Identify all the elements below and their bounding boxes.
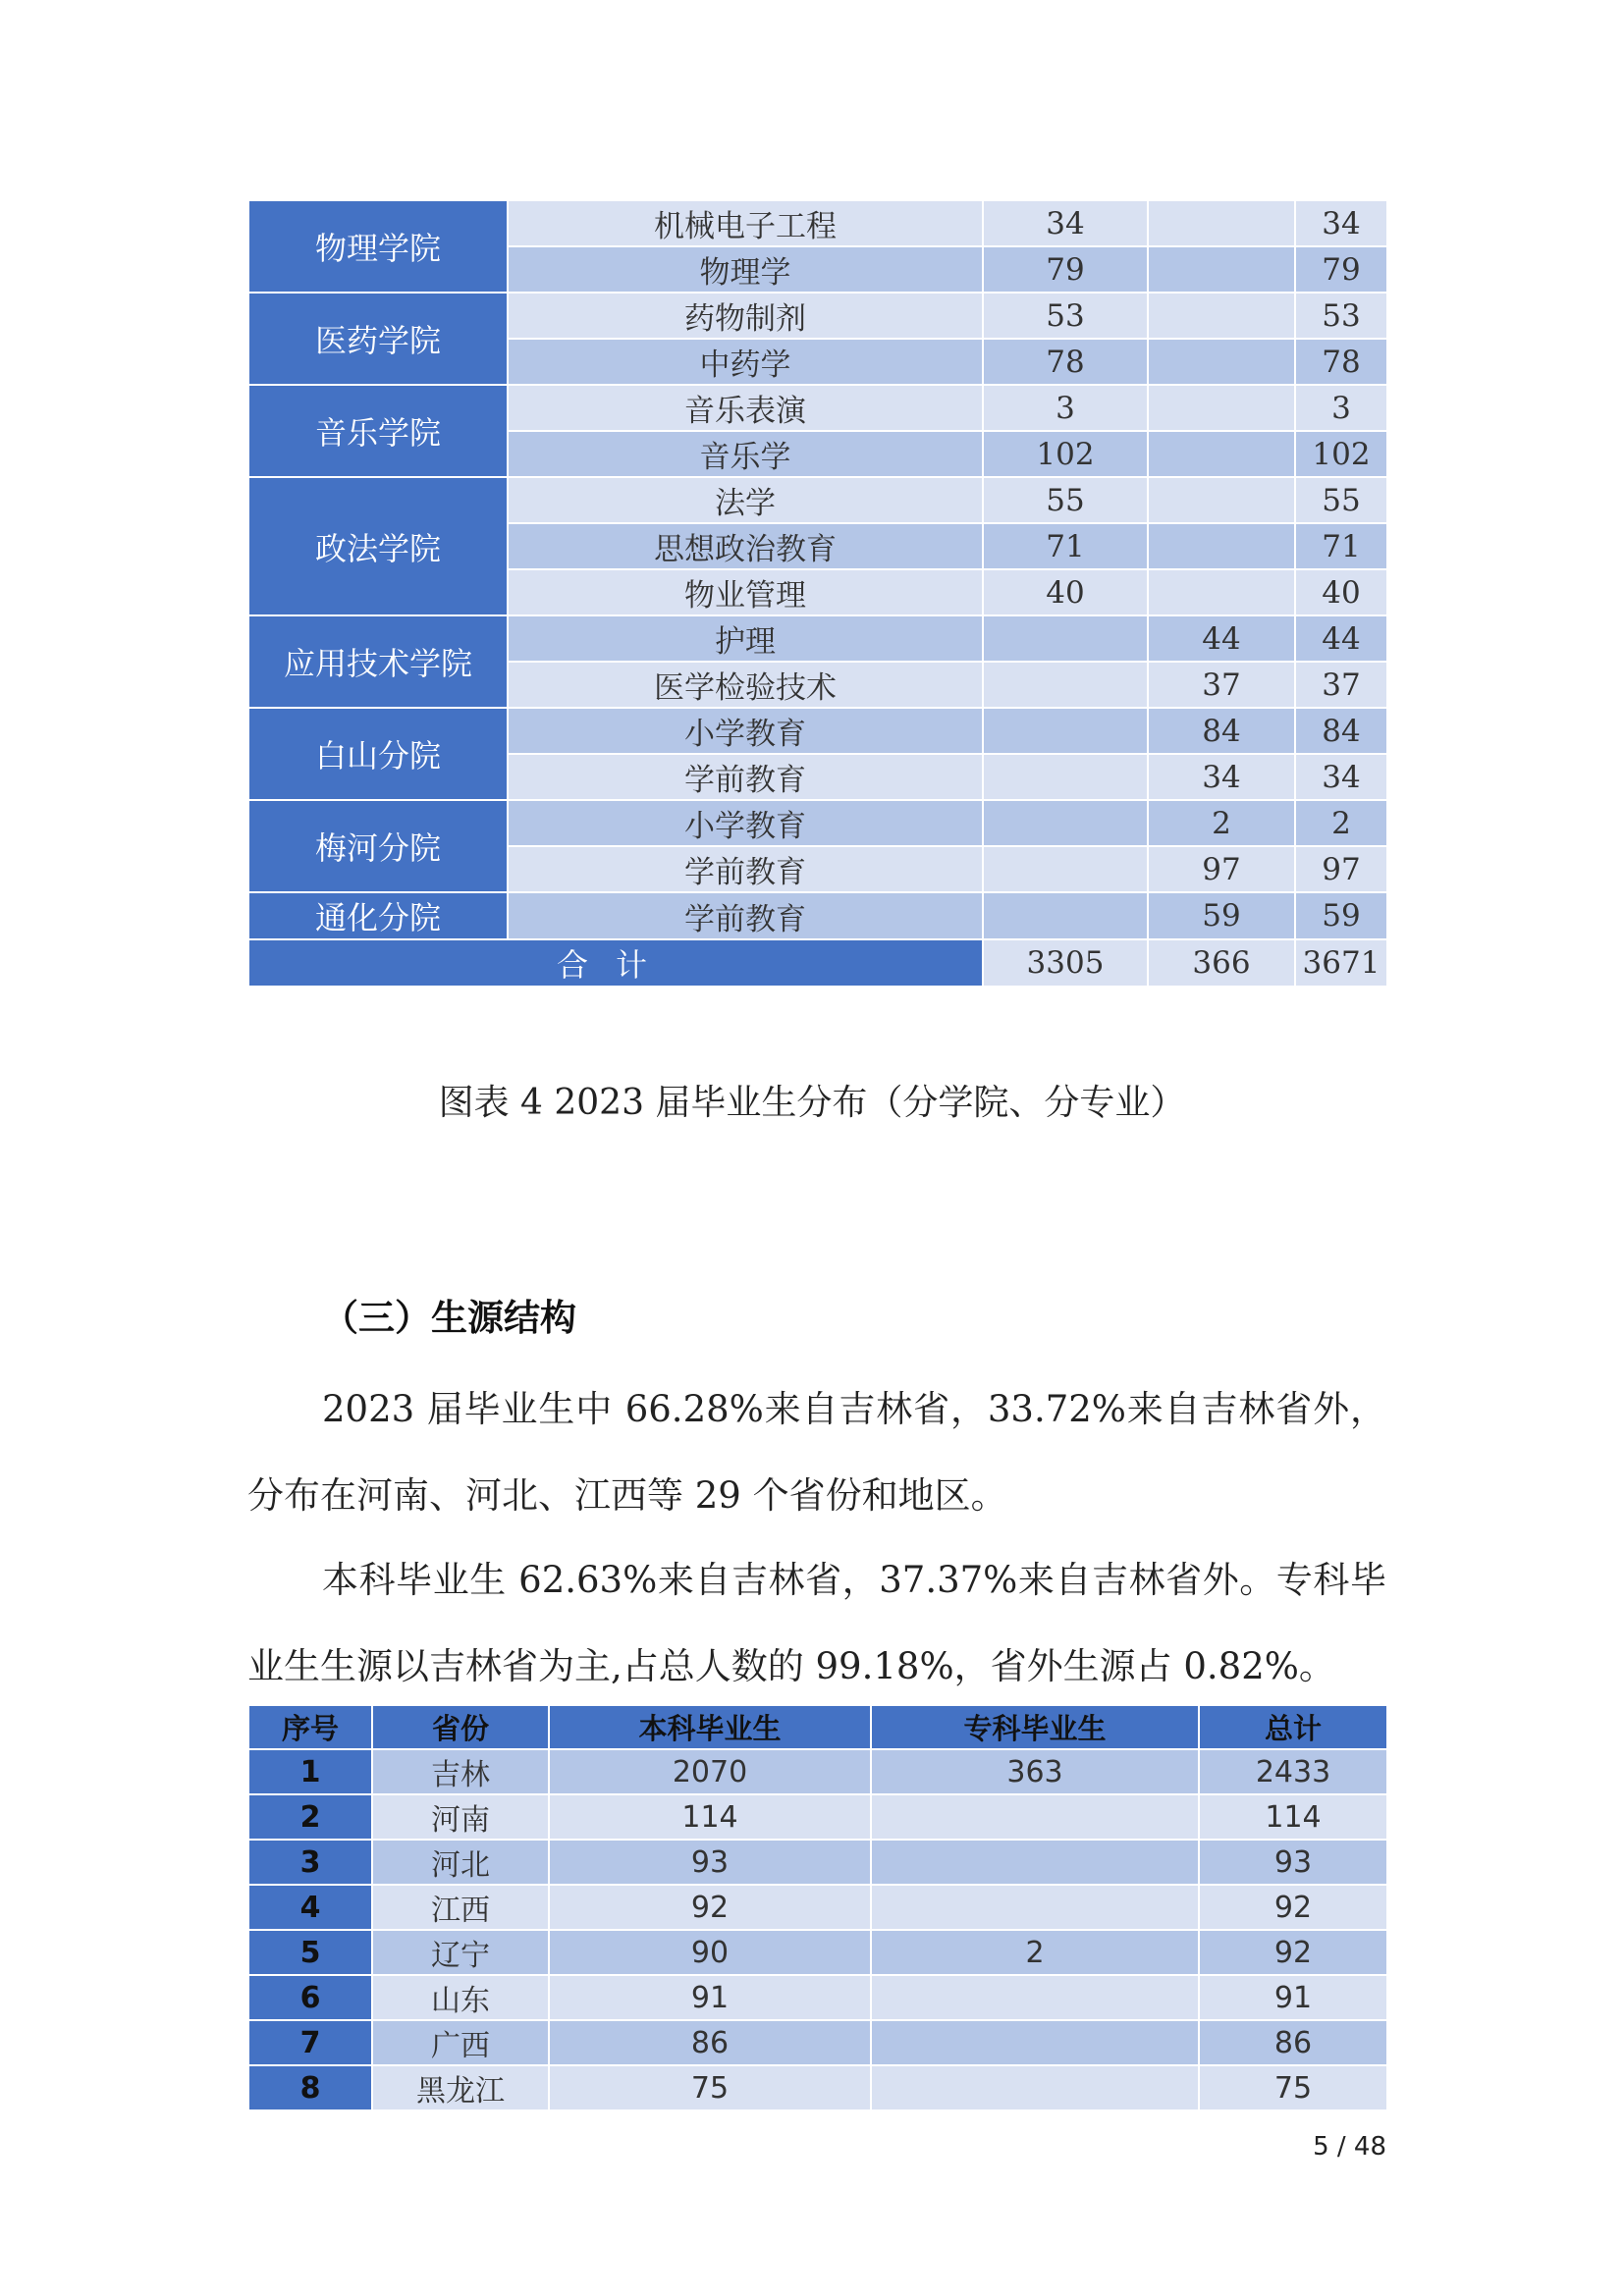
province-cell: 辽宁 <box>372 1930 549 1975</box>
header-index: 序号 <box>248 1705 372 1749</box>
major-cell: 物业管理 <box>508 569 983 615</box>
table-row <box>248 615 1387 662</box>
junior-cell <box>871 2020 1199 2065</box>
total-cell: 71 <box>1295 523 1387 569</box>
paragraph-text: 2023 届毕业生中 66.28%来自吉林省，33.72%来自吉林省外，分布在河南、河北、江西等 29 个省份和地区。 <box>247 1388 1386 1517</box>
table-row <box>248 2065 1387 2110</box>
undergrad-cell: 53 <box>983 293 1148 339</box>
college-cell: 政法学院 <box>248 477 508 615</box>
table-row <box>248 477 1387 523</box>
graduates-by-major-table <box>247 199 1388 988</box>
undergrad-cell: 40 <box>983 569 1148 615</box>
total-cell: 92 <box>1199 1885 1387 1930</box>
college-cell: 应用技术学院 <box>248 615 508 708</box>
table-row <box>248 1840 1387 1885</box>
undergrad-cell <box>983 615 1148 662</box>
total-cell: 93 <box>1199 1840 1387 1885</box>
total-cell: 91 <box>1199 1975 1387 2020</box>
total-cell: 79 <box>1295 246 1387 293</box>
table-row <box>248 1885 1387 1930</box>
major-cell: 医学检验技术 <box>508 662 983 708</box>
province-cell: 河南 <box>372 1794 549 1840</box>
junior-cell: 2 <box>871 1930 1199 1975</box>
junior-cell: 34 <box>1148 754 1295 800</box>
undergrad-cell: 86 <box>549 2020 871 2065</box>
total-cell: 84 <box>1295 708 1387 754</box>
junior-cell <box>1148 523 1295 569</box>
total-cell: 97 <box>1295 846 1387 892</box>
junior-cell <box>1148 339 1295 385</box>
total-sum: 3671 <box>1295 939 1387 987</box>
undergrad-cell: 90 <box>549 1930 871 1975</box>
junior-cell <box>871 1840 1199 1885</box>
junior-cell: 363 <box>871 1749 1199 1794</box>
major-cell: 小学教育 <box>508 708 983 754</box>
total-cell: 114 <box>1199 1794 1387 1840</box>
total-cell: 2433 <box>1199 1749 1387 1794</box>
total-cell: 34 <box>1295 754 1387 800</box>
total-cell: 59 <box>1295 892 1387 939</box>
undergrad-cell: 78 <box>983 339 1148 385</box>
undergrad-cell <box>983 892 1148 939</box>
total-cell: 92 <box>1199 1930 1387 1975</box>
total-cell: 55 <box>1295 477 1387 523</box>
table-row <box>248 1930 1387 1975</box>
undergrad-cell: 114 <box>549 1794 871 1840</box>
total-row <box>248 939 1387 987</box>
index-cell: 3 <box>248 1840 372 1885</box>
junior-cell: 44 <box>1148 615 1295 662</box>
college-cell: 梅河分院 <box>248 800 508 892</box>
header-total: 总计 <box>1199 1705 1387 1749</box>
junior-cell <box>871 1975 1199 2020</box>
total-cell: 86 <box>1199 2020 1387 2065</box>
total-cell: 53 <box>1295 293 1387 339</box>
college-cell: 通化分院 <box>248 892 508 939</box>
paragraph-text: 本科毕业生 62.63%来自吉林省，37.37%来自吉林省外。专科毕业生生源以吉林省为主,占总人数的 99.18%，省外生源占 0.82%。 <box>247 1559 1386 1687</box>
undergrad-cell: 55 <box>983 477 1148 523</box>
undergrad-cell: 92 <box>549 1885 871 1930</box>
undergrad-cell: 79 <box>983 246 1148 293</box>
table-row <box>248 1794 1387 1840</box>
undergrad-cell <box>983 754 1148 800</box>
major-cell: 音乐学 <box>508 431 983 477</box>
province-cell: 河北 <box>372 1840 549 1885</box>
undergrad-cell: 102 <box>983 431 1148 477</box>
total-junior: 366 <box>1148 939 1295 987</box>
page-number: 5 / 48 <box>1313 2132 1386 2162</box>
junior-cell <box>1148 246 1295 293</box>
table-row <box>248 708 1387 754</box>
total-cell: 78 <box>1295 339 1387 385</box>
major-cell: 音乐表演 <box>508 385 983 431</box>
major-cell: 物理学 <box>508 246 983 293</box>
province-cell: 江西 <box>372 1885 549 1930</box>
graduates-by-province-table <box>247 1704 1388 2111</box>
table-row <box>248 800 1387 846</box>
major-cell: 药物制剂 <box>508 293 983 339</box>
junior-cell: 97 <box>1148 846 1295 892</box>
total-label: 合计 <box>248 939 983 987</box>
undergrad-cell <box>983 708 1148 754</box>
junior-cell <box>871 2065 1199 2110</box>
undergrad-cell: 91 <box>549 1975 871 2020</box>
major-cell: 中药学 <box>508 339 983 385</box>
total-cell: 3 <box>1295 385 1387 431</box>
table-row <box>248 385 1387 431</box>
undergrad-cell: 75 <box>549 2065 871 2110</box>
section-title: （三）生源结构 <box>322 1297 576 1339</box>
table-caption: 图表 4 2023 届毕业生分布（分学院、分专业） <box>438 1083 1186 1123</box>
junior-cell <box>1148 200 1295 246</box>
province-cell: 广西 <box>372 2020 549 2065</box>
header-junior: 专科毕业生 <box>871 1705 1199 1749</box>
table-row <box>248 1975 1387 2020</box>
college-cell: 音乐学院 <box>248 385 508 477</box>
total-cell: 37 <box>1295 662 1387 708</box>
major-cell: 学前教育 <box>508 846 983 892</box>
index-cell: 5 <box>248 1930 372 1975</box>
junior-cell: 2 <box>1148 800 1295 846</box>
major-cell: 法学 <box>508 477 983 523</box>
college-cell: 白山分院 <box>248 708 508 800</box>
junior-cell <box>1148 569 1295 615</box>
total-cell: 2 <box>1295 800 1387 846</box>
table-row <box>248 892 1387 939</box>
paragraph-2 <box>247 1537 1386 1710</box>
province-cell: 吉林 <box>372 1749 549 1794</box>
table-row <box>248 200 1387 246</box>
table-row <box>248 293 1387 339</box>
college-cell: 物理学院 <box>248 200 508 293</box>
undergrad-cell <box>983 662 1148 708</box>
major-cell: 思想政治教育 <box>508 523 983 569</box>
junior-cell <box>871 1794 1199 1840</box>
major-cell: 学前教育 <box>508 892 983 939</box>
junior-cell <box>1148 385 1295 431</box>
junior-cell: 84 <box>1148 708 1295 754</box>
major-cell: 机械电子工程 <box>508 200 983 246</box>
junior-cell: 59 <box>1148 892 1295 939</box>
table-header-row <box>248 1705 1387 1749</box>
total-cell: 40 <box>1295 569 1387 615</box>
total-cell: 34 <box>1295 200 1387 246</box>
total-cell: 75 <box>1199 2065 1387 2110</box>
province-cell: 山东 <box>372 1975 549 2020</box>
undergrad-cell: 71 <box>983 523 1148 569</box>
undergrad-cell: 3 <box>983 385 1148 431</box>
province-cell: 黑龙江 <box>372 2065 549 2110</box>
total-cell: 102 <box>1295 431 1387 477</box>
index-cell: 7 <box>248 2020 372 2065</box>
undergrad-cell <box>983 846 1148 892</box>
junior-cell <box>1148 293 1295 339</box>
index-cell: 6 <box>248 1975 372 2020</box>
index-cell: 2 <box>248 1794 372 1840</box>
junior-cell: 37 <box>1148 662 1295 708</box>
paragraph-1 <box>247 1366 1386 1539</box>
total-cell: 44 <box>1295 615 1387 662</box>
header-undergrad: 本科毕业生 <box>549 1705 871 1749</box>
undergrad-cell: 34 <box>983 200 1148 246</box>
table-row <box>248 2020 1387 2065</box>
major-cell: 学前教育 <box>508 754 983 800</box>
junior-cell <box>1148 477 1295 523</box>
header-province: 省份 <box>372 1705 549 1749</box>
junior-cell <box>1148 431 1295 477</box>
undergrad-cell: 2070 <box>549 1749 871 1794</box>
junior-cell <box>871 1885 1199 1930</box>
major-cell: 护理 <box>508 615 983 662</box>
index-cell: 8 <box>248 2065 372 2110</box>
index-cell: 4 <box>248 1885 372 1930</box>
college-cell: 医药学院 <box>248 293 508 385</box>
total-undergrad: 3305 <box>983 939 1148 987</box>
undergrad-cell: 93 <box>549 1840 871 1885</box>
undergrad-cell <box>983 800 1148 846</box>
index-cell: 1 <box>248 1749 372 1794</box>
table-row <box>248 1749 1387 1794</box>
major-cell: 小学教育 <box>508 800 983 846</box>
